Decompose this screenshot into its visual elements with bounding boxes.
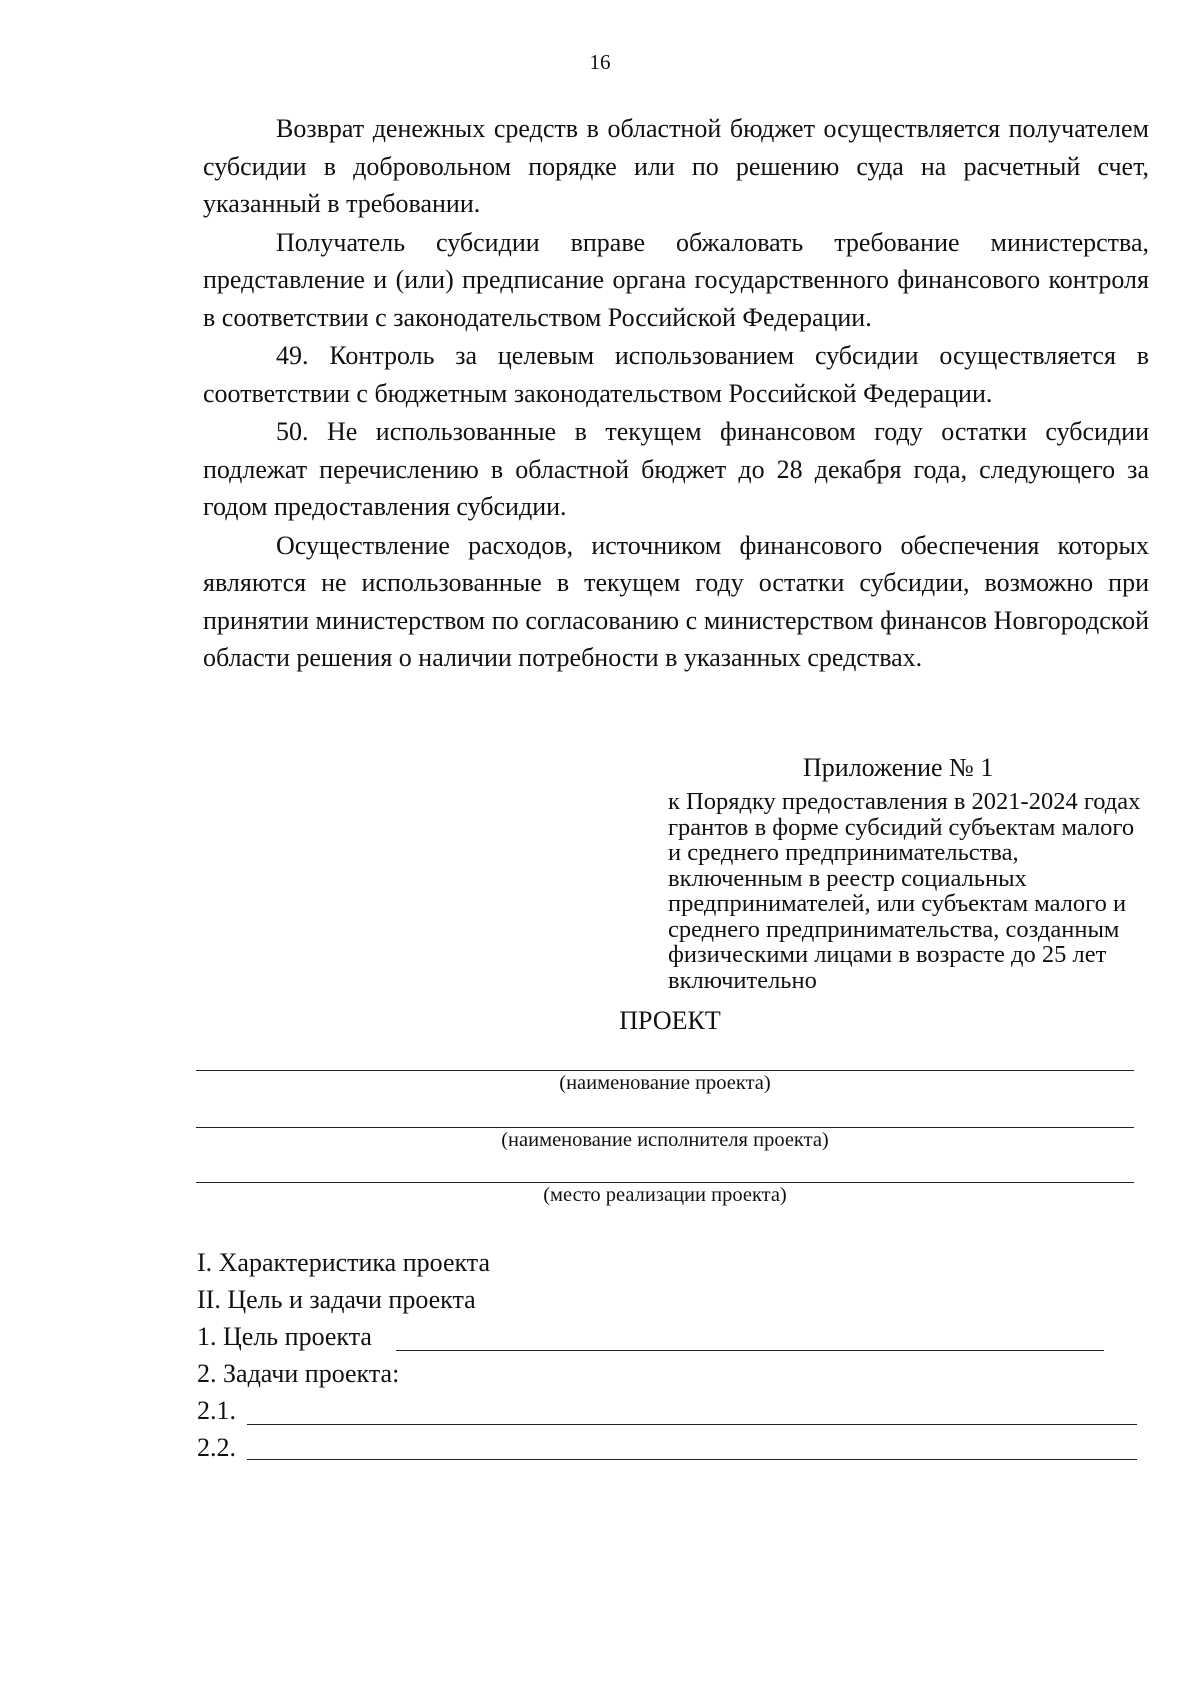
item-goal: 1. Цель проекта: [197, 1322, 372, 1351]
paragraph-49: 49. Контроль за целевым использованием субсидии осуществляется в соответствии с бюджетным законодательством Российской Федерации.: [203, 341, 1149, 408]
appendix-title: Приложение № 1: [803, 753, 994, 782]
page-number: 16: [589, 50, 611, 74]
project-name-line: [196, 1070, 1134, 1071]
body-text: [203, 110, 1149, 678]
section-characteristic: I. Характеристика проекта: [197, 1248, 490, 1277]
project-location-caption: (место реализации проекта): [543, 1184, 787, 1206]
project-name-caption: (наименование проекта): [559, 1072, 771, 1094]
project-title: ПРОЕКТ: [619, 1006, 721, 1035]
task-1-fill-line: [247, 1424, 1137, 1425]
item-tasks: 2. Задачи проекта:: [197, 1359, 400, 1388]
appendix-text: к Порядку предоставления в 2021-2024 годах грантов в форме субсидий субъектам малого и среднего предпринимательства, включенным в реестр социальных предпринимателей, или субъектам малого и среднего предпринимательства, созданным физическими лицами в возрасте до 25 лет включительно: [668, 788, 1141, 994]
project-executor-line: [196, 1127, 1134, 1128]
paragraph-appeal: Получатель субсидии вправе обжаловать требование министерства, представление и (или) предписание органа государственного финансового контроля в соответствии с законодательством Российской Федерации.: [203, 227, 1149, 332]
project-location-line: [196, 1182, 1134, 1183]
item-task-2: 2.2.: [197, 1433, 236, 1462]
paragraph-refund: Возврат денежных средств в областной бюджет осуществляется получателем субсидии в добровольном порядке или по решению суда на расчетный счет, указанный в требовании.: [203, 114, 1149, 218]
paragraph-50: 50. Не использованные в текущем финансовом году остатки субсидии подлежат перечислению в областной бюджет до 28 декабря года, следующего за годом предоставления субсидии.: [203, 417, 1149, 521]
task-2-fill-line: [247, 1459, 1137, 1460]
project-executor-caption: (наименование исполнителя проекта): [501, 1129, 829, 1151]
section-goals: II. Цель и задачи проекта: [197, 1285, 476, 1314]
goal-fill-line: [396, 1350, 1104, 1351]
item-task-1: 2.1.: [197, 1396, 236, 1425]
paragraph-expenses: Осуществление расходов, источником финансового обеспечения которых являются не использованные в текущем году остатки субсидии, возможно при принятии министерством по согласованию с министерством финансов Новгородской области решения о наличии потребности в указанных средствах.: [203, 530, 1149, 672]
